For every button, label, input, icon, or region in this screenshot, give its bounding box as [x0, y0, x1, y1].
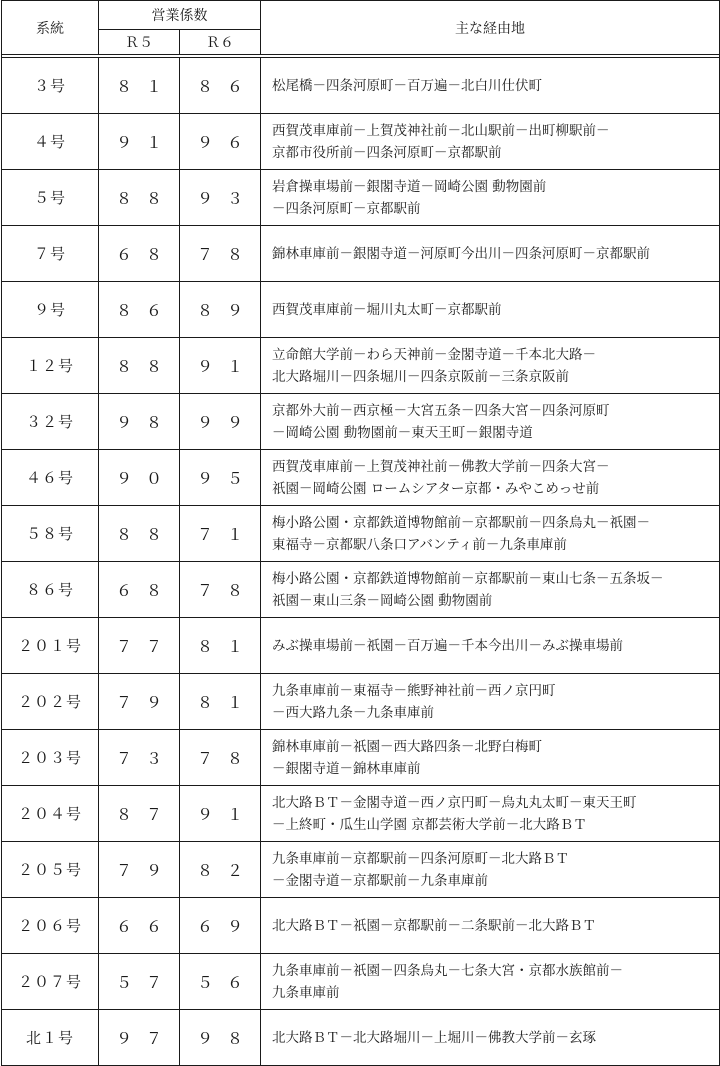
route-number: ４号 — [2, 114, 99, 170]
header-r5: Ｒ５ — [99, 30, 180, 55]
coefficient-r6: ９１ — [180, 338, 261, 394]
via-line: 西賀茂車庫前－上賀茂神社前－北山駅前－出町柳駅前－ — [272, 122, 610, 139]
via-line: －四条河原町－京都駅前 — [272, 200, 421, 217]
coefficient-r6: ５６ — [180, 954, 261, 1010]
via-stops — [261, 226, 720, 282]
via-line: 岩倉操車場前－銀閣寺道－岡崎公園 動物園前 — [272, 178, 547, 195]
via-stops — [261, 954, 720, 1010]
coefficient-r6: ９６ — [180, 114, 261, 170]
via-line: 北大路ＢＴ－金閣寺道－西ノ京円町－烏丸丸太町－東天王町 — [272, 794, 637, 811]
route-number: ２０７号 — [2, 954, 99, 1010]
via-line: －西大路九条－九条車庫前 — [272, 704, 434, 721]
via-stops — [261, 842, 720, 898]
coefficient-r5: ６８ — [99, 226, 180, 282]
via-line: 梅小路公園・京都鉄道博物館前－京都駅前－東山七条－五条坂－ — [272, 570, 664, 587]
via-line: 九条車庫前－祇園－四条烏丸－七条大宮・京都水族館前－ — [272, 962, 623, 979]
coefficient-r5: ８８ — [99, 506, 180, 562]
header-via: 主な経由地 — [261, 1, 720, 55]
via-line: 東福寺－京都駅八条口アバンティ前－九条車庫前 — [272, 536, 567, 553]
route-number: ２０２号 — [2, 674, 99, 730]
via-line: 祇園－東山三条－岡崎公園 動物園前 — [272, 592, 493, 609]
via-line: 京都外大前－西京極－大宮五条－四条大宮－四条河原町 — [272, 402, 610, 419]
table-row — [2, 282, 720, 338]
table-row — [2, 618, 720, 674]
via-line: －金閣寺道－京都駅前－九条車庫前 — [272, 872, 488, 889]
coefficient-r6: ９９ — [180, 394, 261, 450]
via-stops — [261, 170, 720, 226]
coefficient-r6: ７８ — [180, 226, 261, 282]
via-stops — [261, 450, 720, 506]
coefficient-r6: ８６ — [180, 58, 261, 114]
route-number: ５８号 — [2, 506, 99, 562]
via-line: 九条車庫前 — [272, 984, 340, 1001]
via-stops — [261, 898, 720, 954]
via-stops — [261, 562, 720, 618]
coefficient-r5: ７９ — [99, 674, 180, 730]
coefficient-r5: ５７ — [99, 954, 180, 1010]
via-line: 錦林車庫前－銀閣寺道－河原町今出川－四条河原町－京都駅前 — [272, 245, 650, 262]
table-row — [2, 226, 720, 282]
table-row — [2, 394, 720, 450]
table-row — [2, 58, 720, 114]
via-stops — [261, 674, 720, 730]
coefficient-r5: ８８ — [99, 338, 180, 394]
via-stops — [261, 730, 720, 786]
table-row — [2, 170, 720, 226]
coefficient-r5: ８８ — [99, 170, 180, 226]
coefficient-r5: ７３ — [99, 730, 180, 786]
coefficient-r6: ９８ — [180, 1010, 261, 1066]
via-stops — [261, 786, 720, 842]
table-row — [2, 506, 720, 562]
via-stops — [261, 114, 720, 170]
via-line: 松尾橋－四条河原町－百万遍－北白川仕伏町 — [272, 77, 542, 94]
via-line: 北大路ＢＴ－祇園－京都駅前－二条駅前－北大路ＢＴ — [272, 917, 596, 934]
route-number: ３２号 — [2, 394, 99, 450]
coefficient-r5: ９８ — [99, 394, 180, 450]
coefficient-r6: ７１ — [180, 506, 261, 562]
route-number: ９号 — [2, 282, 99, 338]
via-line: －上終町・瓜生山学園 京都芸術大学前－北大路ＢＴ — [272, 816, 587, 833]
via-line: 北大路ＢＴ－北大路堀川－上堀川－佛教大学前－玄琢 — [272, 1029, 596, 1046]
via-stops — [261, 1010, 720, 1066]
route-number: ７号 — [2, 226, 99, 282]
via-stops — [261, 618, 720, 674]
via-line: 錦林車庫前－祇園－西大路四条－北野白梅町 — [272, 738, 542, 755]
coefficient-r5: ７９ — [99, 842, 180, 898]
route-number: ２０５号 — [2, 842, 99, 898]
header-route: 系統 — [2, 1, 99, 55]
table-row — [2, 562, 720, 618]
coefficient-r6: ９５ — [180, 450, 261, 506]
route-number: ３号 — [2, 58, 99, 114]
coefficient-r6: ８１ — [180, 618, 261, 674]
route-number: １２号 — [2, 338, 99, 394]
table-row — [2, 674, 720, 730]
route-number: ２０３号 — [2, 730, 99, 786]
via-stops — [261, 394, 720, 450]
table-row — [2, 954, 720, 1010]
coefficient-r6: ９３ — [180, 170, 261, 226]
table-row — [2, 450, 720, 506]
coefficient-r5: ６８ — [99, 562, 180, 618]
coefficient-table — [1, 0, 720, 1066]
route-number: ２０６号 — [2, 898, 99, 954]
table-row — [2, 114, 720, 170]
table-body — [2, 58, 720, 1066]
via-line: 祇園－岡崎公園 ロームシアター京都・みやこめっせ前 — [272, 480, 600, 497]
route-number: 北１号 — [2, 1010, 99, 1066]
via-line: 梅小路公園・京都鉄道博物館前－京都駅前－四条烏丸－祇園－ — [272, 514, 650, 531]
coefficient-r6: ６９ — [180, 898, 261, 954]
route-number: ４６号 — [2, 450, 99, 506]
table-row — [2, 730, 720, 786]
route-number: ８６号 — [2, 562, 99, 618]
via-stops — [261, 58, 720, 114]
via-stops — [261, 282, 720, 338]
via-line: －岡崎公園 動物園前－東天王町－銀閣寺道 — [272, 424, 533, 441]
coefficient-r5: ８６ — [99, 282, 180, 338]
coefficient-r6: ８９ — [180, 282, 261, 338]
table-row — [2, 786, 720, 842]
coefficient-r6: ９１ — [180, 786, 261, 842]
table-row — [2, 898, 720, 954]
via-line: 西賀茂車庫前－堀川丸太町－京都駅前 — [272, 301, 502, 318]
table-row — [2, 338, 720, 394]
via-line: 北大路堀川－四条堀川－四条京阪前－三条京阪前 — [272, 368, 569, 385]
coefficient-r5: ９７ — [99, 1010, 180, 1066]
route-number: ５号 — [2, 170, 99, 226]
via-line: 立命館大学前－わら天神前－金閣寺道－千本北大路－ — [272, 346, 596, 363]
coefficient-r5: ７７ — [99, 618, 180, 674]
via-line: みぶ操車場前－祇園－百万遍－千本今出川－みぶ操車場前 — [272, 637, 623, 654]
coefficient-r5: ９０ — [99, 450, 180, 506]
coefficient-r6: ８１ — [180, 674, 261, 730]
header-coefficient: 営業係数 — [99, 1, 261, 30]
via-line: 九条車庫前－京都駅前－四条河原町－北大路ＢＴ — [272, 850, 569, 867]
table-row — [2, 1010, 720, 1066]
coefficient-r5: ８７ — [99, 786, 180, 842]
route-number: ２０１号 — [2, 618, 99, 674]
coefficient-r6: ７８ — [180, 730, 261, 786]
via-stops — [261, 506, 720, 562]
via-line: 九条車庫前－東福寺－熊野神社前－西ノ京円町 — [272, 682, 556, 699]
via-line: 西賀茂車庫前－上賀茂神社前－佛教大学前－四条大宮－ — [272, 458, 610, 475]
coefficient-r5: ９１ — [99, 114, 180, 170]
route-number: ２０４号 — [2, 786, 99, 842]
coefficient-r5: ６６ — [99, 898, 180, 954]
via-line: －銀閣寺道－錦林車庫前 — [272, 760, 421, 777]
via-stops — [261, 338, 720, 394]
table-row — [2, 842, 720, 898]
table-header — [2, 1, 720, 58]
coefficient-r5: ８１ — [99, 58, 180, 114]
coefficient-r6: ８２ — [180, 842, 261, 898]
via-line: 京都市役所前－四条河原町－京都駅前 — [272, 144, 502, 161]
header-r6: Ｒ６ — [180, 30, 261, 55]
coefficient-r6: ７８ — [180, 562, 261, 618]
